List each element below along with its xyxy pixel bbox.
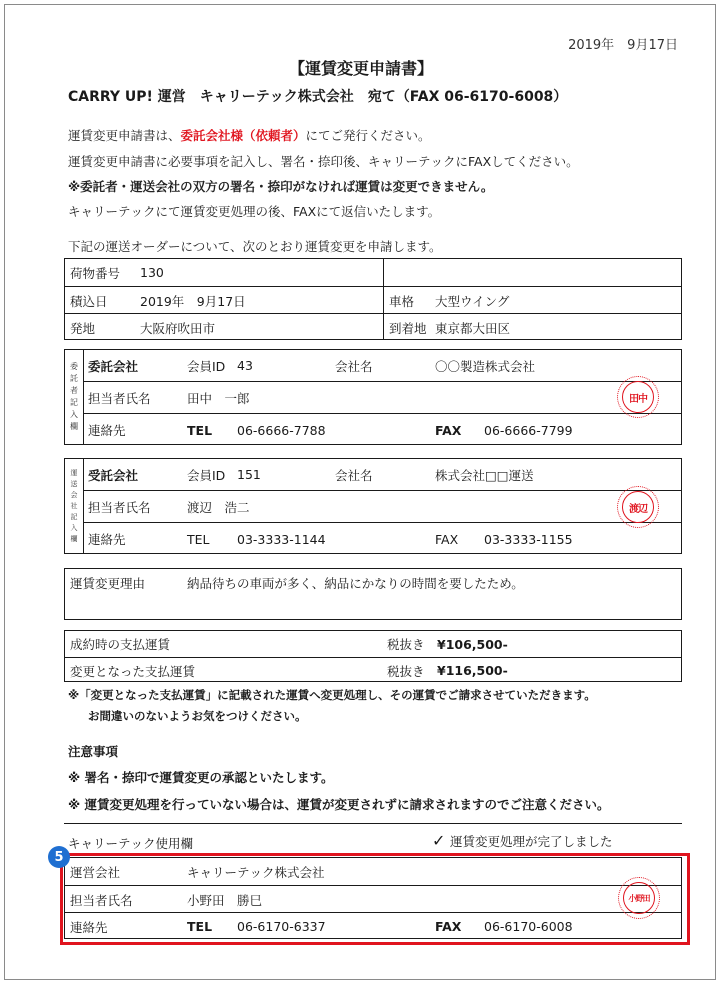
load-date-label: 積込日 [70, 293, 108, 309]
notes-item-2: ※ 運賃変更処理を行っていない場合は、運賃が変更されずに請求されますのでご注意ください。 [68, 797, 610, 812]
notes-item-1: ※ 署名・捺印で運賃変更の承認といたします。 [68, 770, 334, 785]
consignor-section-title: 委託会社 [88, 358, 139, 374]
fare-table [64, 630, 682, 682]
issue-date: 2019年 9月17日 [568, 38, 678, 53]
fare-row-changed [65, 657, 681, 683]
consignor-contact-label: 連絡先 [88, 423, 126, 438]
intro-line-1-prefix: 運賃変更申請書は、 [68, 128, 181, 143]
side-char: 送 [70, 479, 78, 488]
fare-changed-label: 変更となった支払運賃 [70, 663, 196, 679]
side-char: 入 [70, 523, 78, 532]
cargo-no-label: 荷物番号 [70, 265, 121, 281]
fare-note-line-1: ※「変更となった支払運賃」に記載された運賃へ変更処理し、その運賃でご請求させていただきます。 [68, 688, 596, 702]
side-char: 欄 [70, 534, 78, 543]
reason-table [64, 568, 682, 620]
carry-tech-fax-label: FAX [435, 919, 462, 934]
reason-label: 運賃変更理由 [70, 576, 146, 591]
intro-line-1-suffix: にてご発行ください。 [305, 128, 431, 143]
carrier-person: 渡辺 浩二 [187, 500, 250, 515]
carry-tech-company-label: 運営会社 [70, 864, 121, 880]
consignor-person: 田中 一郎 [187, 391, 250, 406]
dest-value: 東京都大田区 [435, 320, 511, 336]
carry-tech-person: 小野田 勝巳 [187, 892, 263, 908]
carrier-member-id: 151 [237, 467, 261, 482]
consignor-member-id: 43 [237, 358, 253, 373]
carrier-section-title: 受託会社 [88, 467, 139, 483]
consignor-table [64, 349, 682, 445]
origin-label: 発地 [70, 320, 96, 336]
consignor-seal-stamp [617, 376, 659, 418]
consignor-fax-label: FAX [435, 422, 462, 438]
carrier-fax-label: FAX [435, 531, 459, 547]
dest-label: 到着地 [389, 320, 427, 336]
carry-tech-fax: 06-6170-6008 [484, 919, 573, 934]
addressee: CARRY UP! 運営 キャリーテック株式会社 宛て（FAX 06-6170-6008） [68, 89, 568, 105]
carry-tech-company: キャリーテック株式会社 [187, 864, 325, 880]
carrier-tel-label: TEL [187, 531, 210, 547]
order-table [64, 258, 682, 340]
side-char: 入 [70, 410, 78, 419]
carrier-fax: 03-3333-1155 [484, 531, 573, 547]
intro-line-2: 運賃変更申請書に必要事項を記入し、署名・捺印後、キャリーテックにFAXしてください。 [68, 154, 579, 169]
carry-tech-tel-label: TEL [187, 919, 213, 934]
carrier-person-label: 担当者氏名 [88, 500, 151, 515]
cargo-no-value: 130 [140, 265, 164, 280]
completion-check-label: 運賃変更処理が完了しました [450, 834, 613, 849]
step-badge: 5 [48, 846, 70, 868]
fare-changed-tax: 税抜き [387, 663, 425, 679]
intro-warning: ※委託者・運送会社の双方の署名・捺印がなければ運賃は変更できません。 [68, 179, 494, 194]
intro-line-1 [68, 126, 431, 144]
fare-changed-amount: ¥116,500- [437, 663, 508, 678]
origin-value: 大阪府吹田市 [140, 320, 216, 336]
carrier-side-label [65, 459, 84, 553]
side-char: 託 [70, 374, 78, 383]
carry-tech-contact-label: 連絡先 [70, 919, 108, 935]
carrier-seal-stamp [617, 486, 659, 528]
fare-row-original [65, 631, 681, 657]
side-char: 運 [70, 468, 78, 477]
highlight-box [60, 853, 690, 945]
carrier-table [64, 458, 682, 554]
side-char: 社 [70, 501, 78, 510]
carrier-row-contact [83, 522, 681, 555]
consignor-company-label: 会社名 [335, 358, 373, 374]
load-date-value: 2019年 9月17日 [140, 293, 246, 309]
consignor-tel-label: TEL [187, 422, 213, 438]
vehicle-value: 大型ウイング [435, 293, 510, 309]
section-divider [64, 823, 682, 824]
carrier-company-label: 会社名 [335, 467, 373, 483]
carry-tech-section-label: キャリーテック使用欄 [68, 836, 194, 851]
carrier-tel: 03-3333-1144 [237, 531, 326, 547]
fare-original-tax: 税抜き [387, 637, 425, 652]
carrier-contact-label: 連絡先 [88, 532, 126, 547]
reason-text: 納品待ちの車両が多く、納品にかなりの時間を要したため。 [187, 576, 524, 591]
carrier-seal-text: 渡辺 [622, 491, 654, 523]
intro-line-4: キャリーテックにて運賃変更処理の後、FAXにて返信いたします。 [68, 204, 441, 219]
carrier-row-person [83, 490, 681, 523]
fare-note-line-2: お間違いのないようお気をつけください。 [88, 709, 307, 723]
completion-check [432, 831, 613, 850]
intro-line-1-red: 委託会社様（依頼者） [180, 128, 306, 143]
side-char: 欄 [70, 422, 78, 431]
fare-original-amount: ¥106,500- [437, 636, 508, 652]
consignor-row-contact [83, 413, 681, 446]
side-char: 記 [70, 512, 78, 521]
notes-heading: 注意事項 [68, 744, 119, 759]
order-row-route [65, 313, 681, 341]
side-char: 記 [70, 398, 78, 407]
consignor-row-person [83, 381, 681, 414]
document-title: 【運賃変更申請書】 [288, 59, 433, 78]
consignor-fax: 06-6666-7799 [484, 422, 573, 438]
consignor-row-company [83, 350, 681, 381]
order-row-load [65, 286, 681, 314]
side-char: 者 [70, 386, 78, 395]
consignor-person-label: 担当者氏名 [88, 391, 151, 406]
checkmark-icon: ✓ [432, 831, 446, 850]
consignor-side-label [65, 350, 84, 444]
fare-original-label: 成約時の支払運賃 [70, 637, 171, 652]
order-row-cargo [65, 259, 681, 286]
carry-tech-person-label: 担当者氏名 [70, 892, 133, 908]
consignor-company: 〇〇製造株式会社 [435, 358, 536, 374]
intro-line-5: 下記の運送オーダーについて、次のとおり運賃変更を申請します。 [68, 239, 442, 254]
consignor-tel: 06-6666-7788 [237, 422, 326, 438]
carry-tech-seal-text: 小野田 [623, 882, 655, 914]
vehicle-label: 車格 [389, 293, 415, 309]
consignor-seal-text: 田中 [622, 381, 654, 413]
carry-tech-tel: 06-6170-6337 [237, 919, 326, 934]
consignor-member-id-label: 会員ID [187, 358, 226, 374]
carrier-row-company [83, 459, 681, 490]
side-char: 委 [70, 362, 78, 371]
carrier-company: 株式会社□□運送 [435, 467, 534, 483]
side-char: 会 [70, 490, 78, 499]
carrier-member-id-label: 会員ID [187, 467, 226, 483]
